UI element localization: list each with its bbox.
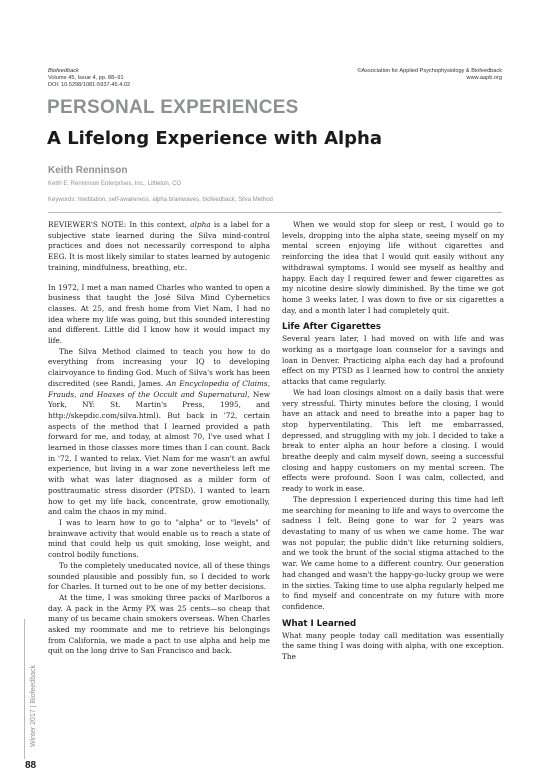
left-column xyxy=(48,220,270,657)
body-paragraph: What many people today call meditation was essentially the same thing I was doing with alpha, with one exception. The xyxy=(282,630,504,662)
body-paragraph: At the time, I was smoking three packs of Marlboros a day. A pack in the Army PX was 25 cents—so cheap that many of us became chain smokers overseas. When Charles asked my roommate and me to retrieve his belongings from California, we made a pact to use alpha and help me quit on the long drive to San Francisco and back. xyxy=(48,592,270,656)
reviewer-note-prefix: REVIEWER'S NOTE: In this context, xyxy=(48,220,191,229)
journal-header-right xyxy=(357,68,502,82)
book-title: An Encyclopedia of Claims, Frauds, and Hoaxes of the Occult and Supernatural, xyxy=(48,378,270,399)
body-paragraph: The depression I experienced during this time had left me searching for meaning to life and ways to overcome the sadness I felt. Being gone to war for 2 years was devastating to many of us when we came home. The war was not popular, the public didn't like returning soldiers, and we took the brunt of the social stigma attached to the war. We came home to a different country. Our generation had changed and wasn't the happy-go-lucky group we were in the sixties. Taking time to use alpha regularly helped me to find myself and concentrate on my future with more confidence. xyxy=(282,494,504,611)
article-title: A Lifelong Experience with Alpha xyxy=(47,128,383,149)
keywords-line: Keywords: meditation, self-awareness, alpha brainwaves, biofeedback, Silva Method xyxy=(48,197,273,203)
section-heading: What I Learned xyxy=(282,618,357,629)
reviewer-note-paragraph xyxy=(48,220,270,274)
body-paragraph: To the completely uneducated novice, all of these things sounded plausible and possibly fun, so I decided to work for Charles. It turned out to be one of my better decisions. xyxy=(48,560,270,592)
body-paragraph: I was to learn how to go to "alpha" or to "levels" of brainwave activity that would enable us to reach a state of mind that could help us quit smoking, lose weight, and control bodily functions. xyxy=(48,517,270,560)
doi-line: DOI: 10.5298/1081-5937-45.4.02 xyxy=(48,82,131,88)
body-paragraph: In 1972, I met a man named Charles who wanted to open a business that taught the José Silva Mind Cybernetics classes. At 25, and fresh home from Viet Nam, I had no idea where my life was going, but this sounded interesting and different. Little did I know how it would impact my life. xyxy=(48,282,270,346)
page-number: 88 xyxy=(25,760,37,771)
header-divider xyxy=(48,212,502,213)
journal-name: Biofeedback xyxy=(48,68,79,74)
section-heading: Life After Cigarettes xyxy=(282,322,381,333)
body-text: New York, NY: St. Martin's Press, 1995, and http://skepdic.com/silva.html). But back in '72, certain aspects of the method that I learned provided a path forward for me, and today, at almost 70, I've used what I learned in those classes more times than I can count. Back in '72, I wanted to relax. Viet Nam for me wasn't an awful experience, but living in a war zone nevertheless left me with what was later diagnosed as a milder form of posttraumatic stress disorder (PTSD). I wanted to learn how to get my life back, concentrate, grow emotionally, and calm the chaos in my mind. xyxy=(48,389,270,517)
body-paragraph: When we would stop for sleep or rest, I would go to levels, dropping into the alpha state, seeing myself on my mental screen enjoying life without cigarettes and reinforcing the idea that I would quit easily without any withdrawal symptoms. I would see myself as healthy and happy. Each day I required fewer and fewer cigarettes as my nicotine desire slowly diminished. By the time we got home 3 weeks later, I was down to five or six cigarettes a day, and a month later I had completely quit. xyxy=(282,220,504,315)
body-text: The Silva Method claimed to teach you how to do everything from increasing your IQ to developing clairvoyance to finding God. Much of Silva's work has been discredited (see Randi, James. xyxy=(48,346,270,388)
body-paragraph: We had loan closings almost on a daily basis that were very stressful. Thirty minutes before the closing, I would have an attack and need to breathe into a paper bag to stop hyperventilating. This left me embarrassed, depressed, and struggling with my job. I decided to take a break to enter alpha an hour before a closing. I would breathe deeply and calm myself down, seeing a successful closing and happy customers on my mental screen. The effects were profound. Soon I was calm, collected, and ready to work in ease. xyxy=(282,387,504,494)
website-link[interactable]: www.aapb.org xyxy=(466,75,502,81)
author-name: Keith Renninson xyxy=(48,165,128,176)
right-column xyxy=(282,220,504,663)
side-divider xyxy=(24,619,25,759)
author-affiliation: Keith E. Renninson Enterprises, Inc., Littleton, CO xyxy=(48,181,182,187)
volume-line: Volume 45, Issue 4, pp. 88–91 xyxy=(48,75,124,81)
body-paragraph xyxy=(48,347,270,518)
journal-header-left xyxy=(48,68,130,89)
issue-sidebar-text: Winter 2017 | Biofeedback xyxy=(30,665,37,747)
copyright-line: ©Association for Applied Psychophysiology & Biofeedback xyxy=(357,68,502,74)
alpha-term: alpha xyxy=(190,220,211,229)
reviewer-note-rest: is a label for a subjective state learned during the Silva mind-control practices and does not necessarily correspond to alpha EEG. It is most likely similar to states learned by autogenic training, mindfulness, breathing, etc. xyxy=(48,220,270,272)
body-paragraph: Several years later, I had moved on with life and was working as a mortgage loan counselor for a savings and loan in Denver. Practicing alpha each day had a profound effect on my PTSD as I learned how to control the anxiety attacks that came regularly. xyxy=(282,334,504,387)
section-label: PERSONAL EXPERIENCES xyxy=(47,97,299,118)
